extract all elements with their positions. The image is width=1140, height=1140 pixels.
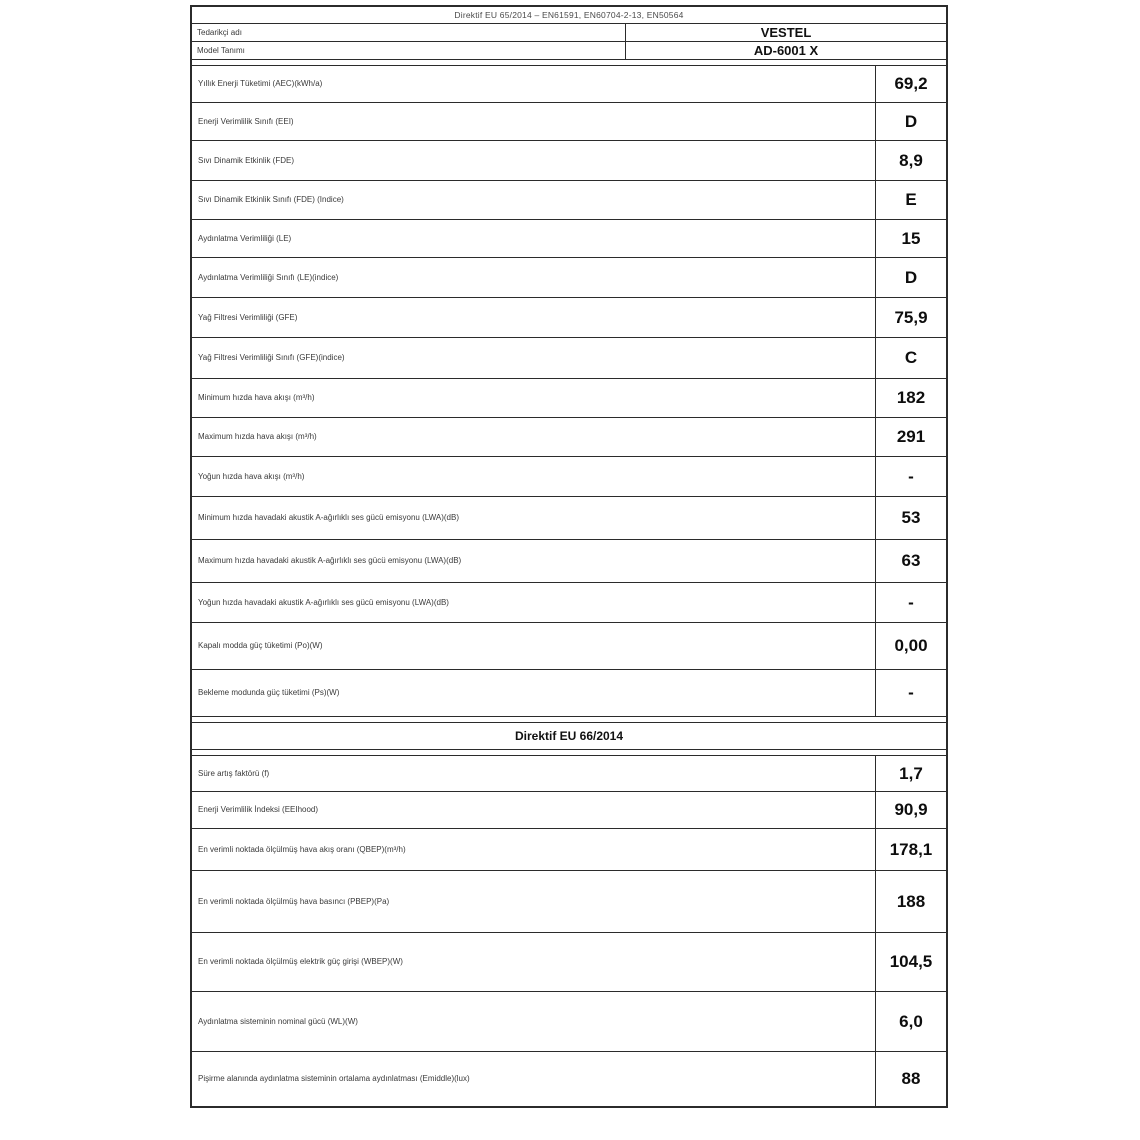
- model-label: Model Tanımı: [197, 46, 245, 55]
- spec-label: Maximum hızda havadaki akustik A-ağırlıklı ses gücü emisyonu (LWA)(dB): [198, 556, 462, 566]
- spec-value: D: [875, 103, 946, 140]
- spec-label: Aydınlatma Verimliliği (LE): [198, 233, 292, 243]
- spec-value: 182: [875, 379, 946, 417]
- spec-label: Yağ Filtresi Verimliliği (GFE): [198, 312, 298, 322]
- section2-rows: [192, 755, 946, 1106]
- table-row: [192, 1051, 946, 1106]
- supplier-row: [192, 23, 946, 41]
- table-row: [192, 622, 946, 669]
- model-row: [192, 41, 946, 59]
- energy-spec-table: [190, 5, 948, 1108]
- spec-value: 15: [875, 220, 946, 257]
- spec-label: Yoğun hızda hava akışı (m³/h): [198, 471, 305, 481]
- spec-label: En verimli noktada ölçülmüş hava basıncı (PBEP)(Pa): [198, 896, 390, 906]
- spec-value: 178,1: [875, 829, 946, 870]
- section2-header: Direktif EU 66/2014: [192, 722, 946, 749]
- spec-value: 8,9: [875, 141, 946, 180]
- table-row: [192, 991, 946, 1051]
- table-row: [192, 539, 946, 582]
- spec-value: 69,2: [875, 66, 946, 102]
- spec-label: Maximum hızda hava akışı (m³/h): [198, 432, 317, 442]
- supplier-label: Tedarikçi adı: [197, 28, 242, 37]
- section1-rows: [192, 65, 946, 716]
- table-row: [192, 102, 946, 140]
- table-row: [192, 337, 946, 378]
- spec-label: Yoğun hızda havadaki akustik A-ağırlıklı ses gücü emisyonu (LWA)(dB): [198, 597, 449, 607]
- supplier-value: VESTEL: [625, 24, 946, 41]
- spec-label: Sıvı Dinamik Etkinlik Sınıfı (FDE) (Indice): [198, 195, 344, 205]
- spec-label: Bekleme modunda güç tüketimi (Ps)(W): [198, 688, 340, 698]
- spec-label: Enerji Verimlilik Sınıfı (EEI): [198, 116, 294, 126]
- spec-label: Minimum hızda hava akışı (m³/h): [198, 393, 315, 403]
- spec-value: 291: [875, 418, 946, 456]
- spec-label: Yıllık Enerji Tüketimi (AEC)(kWh/a): [198, 79, 323, 89]
- table-row: [192, 219, 946, 257]
- spec-label: Kapalı modda güç tüketimi (Po)(W): [198, 641, 323, 651]
- spec-value: 188: [875, 871, 946, 932]
- spec-value: 1,7: [875, 756, 946, 791]
- spec-label: Aydınlatma sisteminin nominal gücü (WL)(W): [198, 1016, 358, 1026]
- table-row: [192, 65, 946, 102]
- table-row: [192, 378, 946, 417]
- spec-label: En verimli noktada ölçülmüş elektrik güç girişi (WBEP)(W): [198, 957, 403, 967]
- table-row: [192, 140, 946, 180]
- table-row: [192, 417, 946, 456]
- spec-value: 53: [875, 497, 946, 539]
- table-row: [192, 828, 946, 870]
- spec-value: -: [875, 670, 946, 716]
- spec-value: D: [875, 258, 946, 297]
- table-row: [192, 582, 946, 622]
- model-value: AD-6001 X: [625, 42, 946, 59]
- spec-value: -: [875, 583, 946, 622]
- spec-value: C: [875, 338, 946, 378]
- table-row: [192, 870, 946, 932]
- spec-value: 0,00: [875, 623, 946, 669]
- table-row: [192, 932, 946, 991]
- table-row: [192, 669, 946, 716]
- spec-label: Enerji Verimlilik İndeksi (EEIhood): [198, 805, 319, 815]
- spec-label: En verimli noktada ölçülmüş hava akış oranı (QBEP)(m³/h): [198, 844, 406, 854]
- table-row: [192, 456, 946, 496]
- spec-value: 104,5: [875, 933, 946, 991]
- table-row: [192, 791, 946, 828]
- spec-label: Minimum hızda havadaki akustik A-ağırlıklı ses gücü emisyonu (LWA)(dB): [198, 513, 459, 523]
- spec-label: Aydınlatma Verimliliği Sınıfı (LE)(indice): [198, 272, 339, 282]
- table-row: [192, 496, 946, 539]
- table-row: [192, 297, 946, 337]
- spec-value: 6,0: [875, 992, 946, 1051]
- spec-value: 88: [875, 1052, 946, 1106]
- table-row: [192, 755, 946, 791]
- table-row: [192, 180, 946, 219]
- spec-value: E: [875, 181, 946, 219]
- table-row: [192, 257, 946, 297]
- spec-label: Süre artış faktörü (f): [198, 768, 270, 778]
- spec-value: -: [875, 457, 946, 496]
- spec-value: 75,9: [875, 298, 946, 337]
- spec-label: Pişirme alanında aydınlatma sisteminin ortalama aydınlatması (Emiddle)(lux): [198, 1074, 470, 1084]
- spec-value: 90,9: [875, 792, 946, 828]
- spec-label: Sıvı Dinamik Etkinlik (FDE): [198, 155, 295, 165]
- directive-header: Direktif EU 65/2014 – EN61591, EN60704-2-13, EN50564: [454, 10, 684, 20]
- spec-value: 63: [875, 540, 946, 582]
- spec-label: Yağ Filtresi Verimliliği Sınıfı (GFE)(indice): [198, 353, 345, 363]
